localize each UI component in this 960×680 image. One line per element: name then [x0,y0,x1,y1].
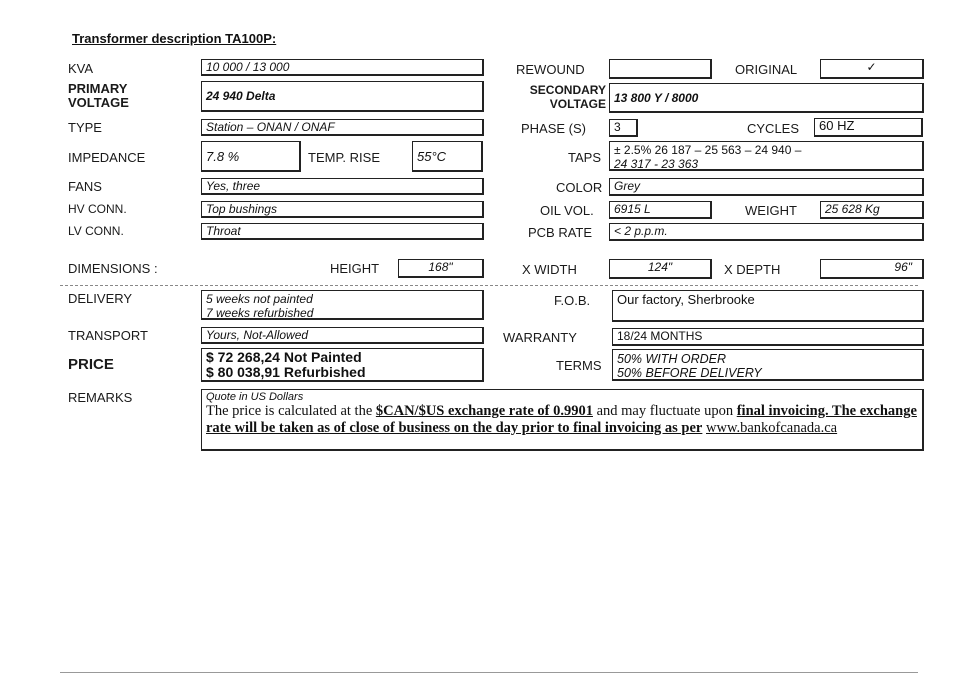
depth-field[interactable]: 96" [820,259,924,279]
phase-field[interactable]: 3 [609,119,638,137]
transport-label: TRANSPORT [68,328,148,343]
width-label: X WIDTH [522,262,577,277]
original-label: ORIGINAL [735,62,798,77]
color-field[interactable]: Grey [609,178,924,196]
cycles-field[interactable]: 60 HZ [814,118,923,137]
secondary-voltage-field[interactable]: 13 800 Y / 8000 [609,83,924,113]
impedance-field[interactable]: 7.8 % [201,141,301,172]
warranty-label: WARRANTY [503,330,577,345]
height-field[interactable]: 168" [398,259,484,278]
temp-rise-field[interactable]: 55°C [412,141,483,172]
lv-conn-field[interactable]: Throat [201,223,484,240]
price-label: PRICE [68,356,114,373]
primary-voltage-label: PRIMARY VOLTAGE [68,81,129,110]
dimensions-label: DIMENSIONS : [68,261,158,276]
width-field[interactable]: 124" [609,259,712,279]
delivery-field[interactable]: 5 weeks not painted 7 weeks refurbished [201,290,484,320]
weight-label: WEIGHT [745,203,797,218]
type-field[interactable]: Station – ONAN / ONAF [201,119,484,136]
color-label: COLOR [556,180,603,195]
warranty-field[interactable]: 18/24 MONTHS [612,328,924,346]
primary-voltage-field[interactable]: 24 940 Delta [201,81,484,112]
temp-rise-label: TEMP. RISE [308,150,381,165]
taps-field[interactable]: ± 2.5% 26 187 – 25 563 – 24 940 – 24 317 - 23 363 [609,141,924,171]
transport-field[interactable]: Yours, Not-Allowed [201,327,484,344]
taps-label: TAPS [568,150,601,165]
remarks-exchange-text: The price is calculated at the $CAN/$US exchange rate of 0.9901 and may fluctuate upon final invoicing. The exchange rate will be taken as of close of business on the day prior to final invoicing as per www.bankofcanada.ca [206,403,917,436]
fans-label: FANS [68,179,102,194]
divider [60,285,918,286]
lv-conn-label: LV CONN. [68,224,124,238]
fob-label: F.O.B. [554,293,591,308]
pcb-rate-field[interactable]: < 2 p.p.m. [609,223,924,241]
footer-divider [60,672,918,673]
weight-field[interactable]: 25 628 Kg [820,201,924,219]
depth-label: X DEPTH [724,262,781,277]
price-field[interactable]: $ 72 268,24 Not Painted $ 80 038,91 Refurbished [201,348,484,382]
pcb-rate-label: PCB RATE [528,225,593,240]
remarks-currency-note: Quote in US Dollars [206,391,304,403]
height-label: HEIGHT [330,261,380,276]
oil-vol-label: OIL VOL. [540,203,594,218]
hv-conn-label: HV CONN. [68,202,127,216]
hv-conn-field[interactable]: Top bushings [201,201,484,218]
terms-field[interactable]: 50% WITH ORDER 50% BEFORE DELIVERY [612,349,924,381]
original-field[interactable]: ✓ [820,59,924,79]
fans-field[interactable]: Yes, three [201,178,484,195]
remarks-field[interactable] [201,389,924,451]
rewound-field[interactable] [609,59,712,79]
delivery-label: DELIVERY [68,291,133,306]
impedance-label: IMPEDANCE [68,150,146,165]
remarks-label: REMARKS [68,390,133,405]
cycles-label: CYCLES [747,121,800,136]
phase-label: PHASE (S) [521,121,587,136]
terms-label: TERMS [556,358,602,373]
secondary-voltage-label: SECONDARY VOLTAGE [529,83,606,111]
oil-vol-field[interactable]: 6915 L [609,201,712,219]
kva-label: KVA [68,61,94,76]
kva-field[interactable]: 10 000 / 13 000 [201,59,484,76]
rewound-label: REWOUND [516,62,585,77]
fob-field[interactable]: Our factory, Sherbrooke [612,290,924,322]
form-title: Transformer description TA100P: [72,31,277,46]
type-label: TYPE [68,120,102,135]
